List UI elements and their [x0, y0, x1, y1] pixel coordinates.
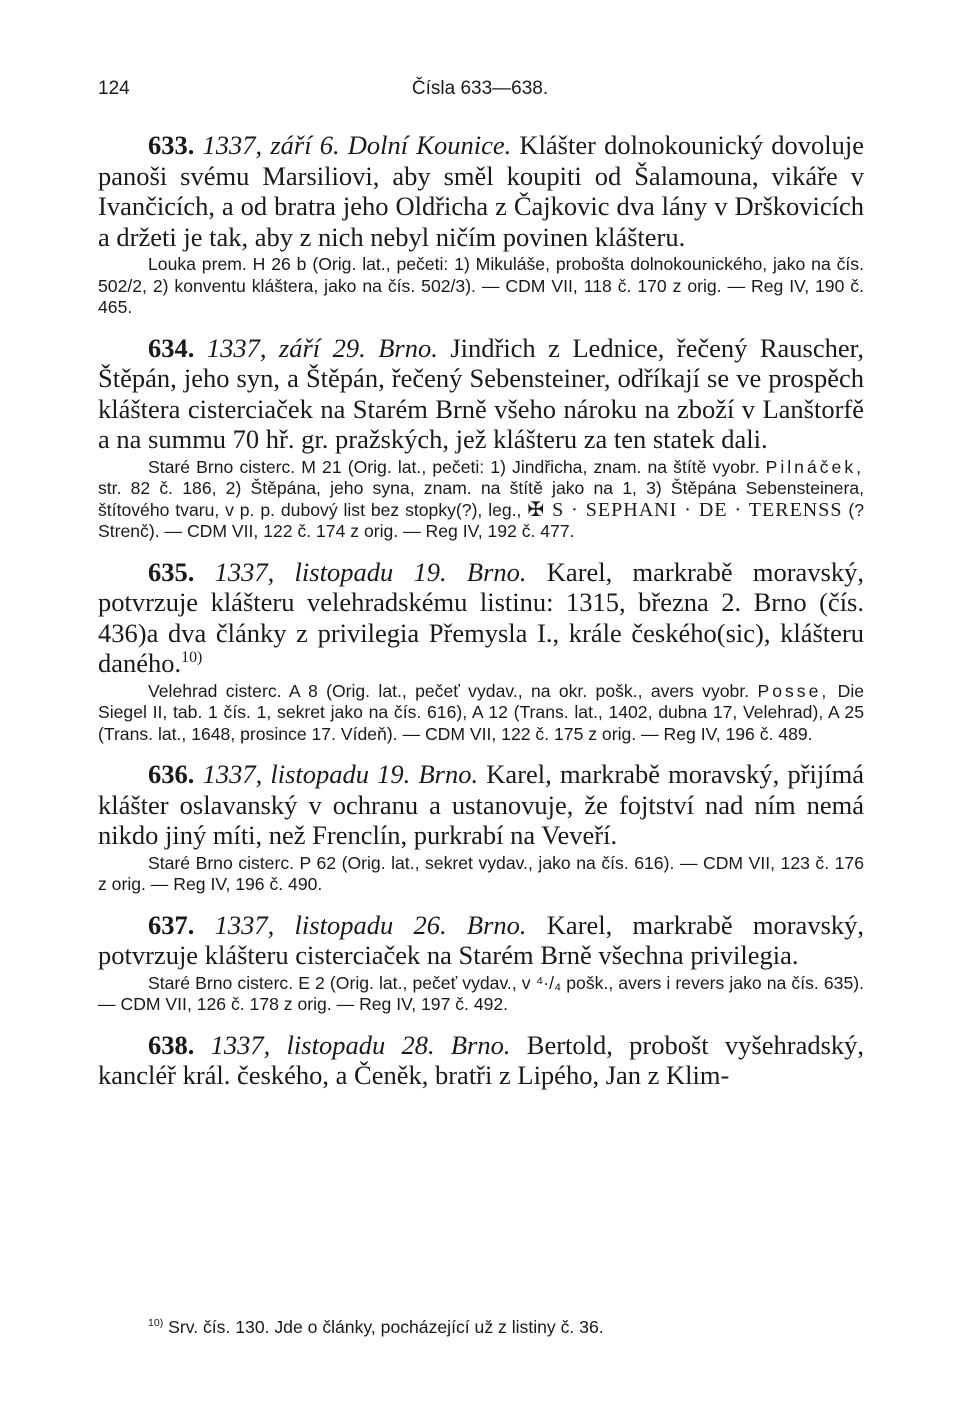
- note-part: Velehrad cisterc. A 8 (Orig. lat., pečeť vydav., na okr. pošk., avers vyobr.: [148, 680, 750, 701]
- entry-number: 633.: [148, 130, 195, 160]
- entry-number: 638.: [148, 1029, 195, 1060]
- entry-note: Staré Brno cisterc. P 62 (Orig. lat., sekret vydav., jako na čís. 616). — CDM VII, 123 č. 176 z orig. — Reg IV, 196 č. 490.: [98, 852, 864, 894]
- entry-summary: Karel, markrabě moravský, potvrzuje klášteru velehradskému listinu: 1315, března 2. Brno (čís. 436)a dva články z privilegia Přemysla I., krále českého(sic), klášteru daného.: [98, 556, 865, 678]
- entry-summary: Bertold, probošt vyšehradský, kancléř král. českého, a Čeněk, bratři z Lipého, Jan z Klim-: [98, 1029, 865, 1090]
- author-name: Posse,: [757, 680, 830, 701]
- entry-text: [98, 130, 864, 252]
- entry-date: 1337, listopadu 26. Brno.: [214, 909, 527, 940]
- entry-note: Louka prem. H 26 b (Orig. lat., pečeti: 1) Mikuláše, probošta dolnokounického, jako na čís. 502/2, 2) konventu kláštera, jako na čís. 502/3). — CDM VII, 118 č. 170 z orig. — Reg IV, 190 č. 465.: [98, 254, 864, 317]
- entry-text: [98, 910, 864, 971]
- footnote-mark: 10): [148, 1317, 164, 1330]
- footnote: [148, 1316, 864, 1338]
- entry-summary: Klášter dolnokounický dovoluje panoši svému Marsiliovi, aby směl koupiti od Šalamouna, vikáře v Ivančicích, a od bratra jeho Oldřicha z Čajkovic dva lány v Drškovicích a držeti je tak, aby z nich nebyl ničím povinen klášteru.: [98, 130, 865, 252]
- entry-number: 635.: [148, 556, 195, 587]
- entry-date: 1337, listopadu 28. Brno.: [210, 1029, 511, 1060]
- entry-note: Staré Brno cisterc. E 2 (Orig. lat., pečeť vydav., v ⁴·/₄ pošk., avers i revers jako na čís. 635). — CDM VII, 126 č. 178 z orig. — Reg IV, 197 č. 492.: [98, 972, 864, 1014]
- footnote-text: Srv. čís. 130. Jde o články, pocházející už z listiny č. 36.: [168, 1317, 604, 1337]
- entry-summary: Jindřich z Lednice, řečený Rauscher, Štěpán, jeho syn, a Štěpán, řečený Sebensteiner, odříkají se ve prospěch kláštera cisterciaček na Starém Brně všeho nároku na zboží v Lanštorfě a na summu 70 hř. gr. pražských, jež klášteru za ten statek dali.: [98, 332, 865, 454]
- entry-number: 634.: [148, 332, 195, 363]
- entry-633: [98, 130, 864, 319]
- entry-number: 637.: [148, 909, 195, 940]
- entry-note: [98, 681, 864, 746]
- entry-text: [98, 759, 864, 851]
- entry-summary: Karel, markrabě moravský, přijímá klášter oslavanský v ochranu a ustanovuje, že fojtství nad ním nemá nikdo jiný míti, než Frenclín, purkrabí na Veveří.: [98, 759, 865, 850]
- page-header: [98, 72, 862, 112]
- entry-text: [98, 1030, 864, 1091]
- note-part: Staré Brno cisterc. M 21 (Orig. lat., pečeti: 1) Jindřicha, znam. na štítě vyobr.: [148, 456, 760, 477]
- note-part: Die Siegel II, tab. 1 čís. 1, sekret jako na čís. 616), A 12 (Trans. lat., 1402, dubna 17, Velehrad), A 25 (Trans. lat., 1648, prosince 17. Vídeň). — CDM VII, 122 č. 175 z orig. — Reg IV, 196 č. 489.: [98, 680, 865, 744]
- entry-date: 1337, září 29. Brno.: [206, 332, 438, 363]
- note-part: (? Strenč). — CDM VII, 122 č. 174 z orig. — Reg IV, 192 č. 477.: [98, 499, 865, 541]
- entry-date: 1337, září 6. Dolní Kounice.: [202, 130, 512, 160]
- entry-number: 636.: [148, 759, 195, 789]
- footnote-reference: 10): [181, 649, 203, 667]
- entry-note: [98, 457, 864, 543]
- author-name: Pilnáček,: [765, 456, 864, 477]
- entry-text: [98, 557, 864, 679]
- note-part: str. 82 č. 186, 2) Štěpána, jeho syna, znam. na štítě jako na 1, 3) Štěpána Sebensteinera, štítového tvaru, v p. p. dubový list bez stopky(?), leg.,: [98, 478, 864, 520]
- running-title: Čísla 633—638.: [411, 78, 549, 99]
- entry-635: [98, 557, 864, 746]
- page-number: 124: [98, 78, 130, 99]
- entry-636: [98, 759, 864, 896]
- entry-date: 1337, listopadu 19. Brno.: [214, 556, 527, 587]
- seal-legend: ✠ S · SEPHANI · DE · TERENSS: [527, 498, 843, 521]
- entry-638: [98, 1030, 864, 1091]
- document-body: [98, 130, 864, 1105]
- entry-637: [98, 910, 864, 1016]
- entry-summary: Karel, markrabě moravský, potvrzuje klášteru cisterciaček na Starém Brně všechna privilegia.: [98, 909, 865, 970]
- entry-text: [98, 333, 864, 455]
- entry-634: [98, 333, 864, 543]
- entry-date: 1337, listopadu 19. Brno.: [202, 759, 479, 789]
